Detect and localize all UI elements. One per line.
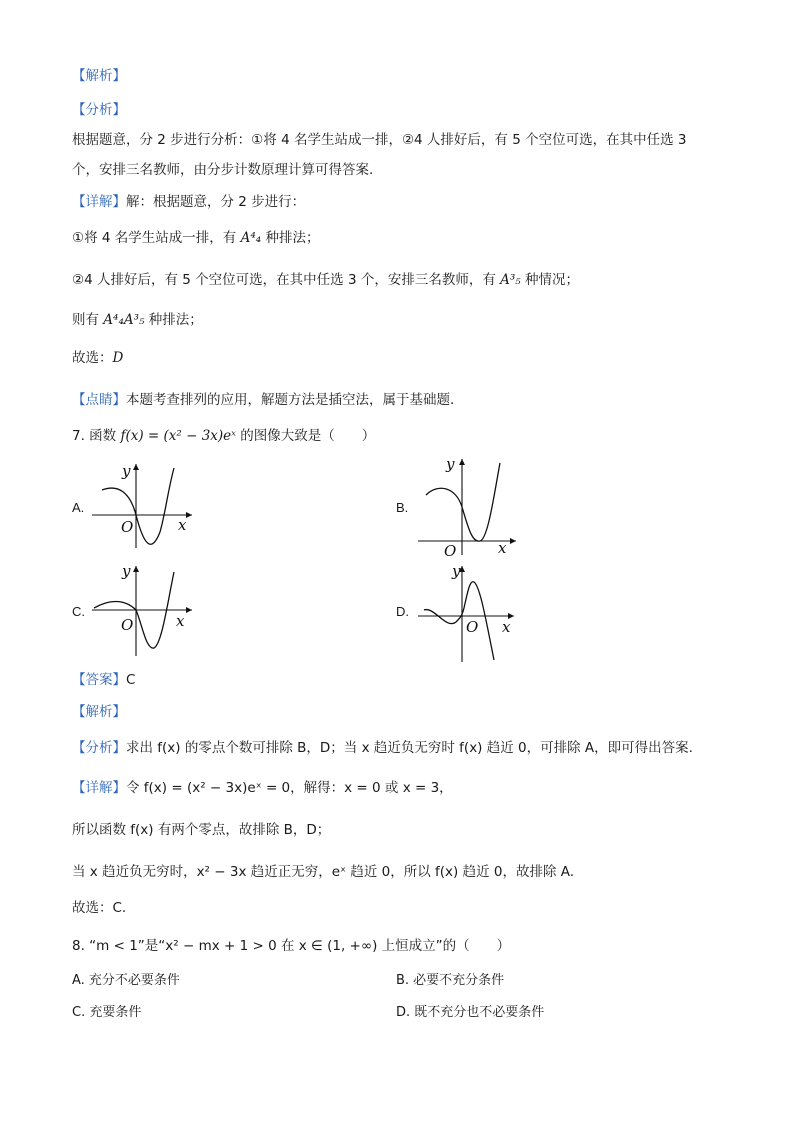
origin-label: O: [121, 518, 134, 536]
origin-label: O: [444, 542, 457, 560]
graph-option-a: [90, 460, 200, 550]
x-arrow: [186, 607, 192, 613]
option-a-label: A.: [72, 500, 85, 515]
x-arrow: [186, 512, 192, 518]
step-1: [72, 228, 319, 248]
section-label-jiexi: 【解析】: [72, 68, 126, 84]
x-arrow: [510, 538, 516, 544]
total-line: [72, 310, 203, 330]
section-label-jiexi-2: 【解析】: [72, 704, 126, 720]
choice-value: D: [112, 350, 124, 366]
choice-line-1: [72, 348, 123, 368]
q8-option-d: D. 既不充分也不必要条件: [396, 1005, 545, 1020]
question-8: 8. “m < 1”是“x² − mx + 1 > 0 在 x ∈ (1, +∞) 上恒成立”的（ ）: [72, 938, 511, 954]
q8-option-c: C. 充要条件: [72, 1005, 142, 1020]
dianjing-line: [72, 390, 464, 410]
choice-line-2: 故选：C.: [72, 900, 127, 916]
y-arrow: [133, 566, 139, 572]
step-2-formula: A³₅: [500, 272, 521, 288]
total-end: 种排法；: [148, 312, 203, 328]
option-d-label: D.: [396, 604, 409, 619]
step-2-text: ②4 人排好后，有 5 个空位可选，在其中任选 3 个，安排三名教师，有: [72, 272, 496, 288]
section-label-answer: 【答案】: [72, 672, 126, 688]
analysis-line-2: [72, 738, 693, 758]
section-label-xiangjie-2: 【详解】: [72, 780, 126, 796]
analysis-text-line-2: 个，安排三名教师，由分步计数原理计算可得答案.: [72, 162, 374, 178]
question-7-end: 的图像大致是（ ）: [240, 428, 376, 444]
detail-line-2: [72, 778, 453, 798]
graph-option-c: [90, 560, 200, 660]
section-label-fenxi-2: 【分析】: [72, 740, 126, 756]
x-label: x: [178, 516, 187, 534]
analysis-text-2: 求出 f(x) 的零点个数可排除 B，D；当 x 趋近负无穷时 f(x) 趋近 0，可排除 A，即可得出答案.: [126, 740, 693, 756]
answer-value: C: [126, 672, 136, 688]
y-label: y: [452, 562, 461, 580]
y-arrow: [133, 464, 139, 470]
analysis-text-line-1: 根据题意，分 2 步进行分析：①将 4 名学生站成一排，②4 人排好后，有 5 个空位可选，在其中任选 3: [72, 132, 687, 148]
step-2-end: 种情况；: [525, 272, 579, 288]
question-7-formula: f(x) = (x² − 3x)eˣ: [120, 428, 236, 444]
origin-label: O: [466, 618, 479, 636]
zeros-line: 所以函数 f(x) 有两个零点，故排除 B，D；: [72, 822, 331, 838]
y-arrow: [459, 459, 465, 465]
total-formula: A⁴₄A³₅: [103, 312, 145, 328]
question-7: [72, 426, 375, 446]
question-7-number: 7. 函数: [72, 428, 117, 444]
q8-option-b: B. 必要不充分条件: [396, 973, 505, 988]
curve: [424, 582, 494, 660]
choice-text: 故选：: [72, 350, 113, 366]
detail-line-1: [72, 192, 305, 212]
curve: [102, 468, 174, 544]
detail-text: 解：根据题意，分 2 步进行：: [126, 194, 306, 210]
curve: [426, 463, 500, 541]
graph-option-b: [416, 455, 526, 560]
x-label: x: [502, 618, 511, 636]
step-1-formula: A⁴₄: [240, 230, 262, 246]
step-1-text: ①将 4 名学生站成一排，有: [72, 230, 237, 246]
y-label: y: [446, 455, 455, 473]
option-b-label: B.: [396, 500, 409, 515]
section-label-dianjing: 【点睛】: [72, 392, 126, 408]
y-label: y: [122, 462, 131, 480]
detail-text-2: 令 f(x) = (x² − 3x)eˣ = 0，解得：x = 0 或 x = 3，: [126, 780, 453, 796]
total-text: 则有: [72, 312, 99, 328]
section-label-fenxi: 【分析】: [72, 102, 126, 118]
step-1-end: 种排法；: [265, 230, 320, 246]
answer-line: [72, 670, 135, 690]
option-c-label: C.: [72, 604, 85, 619]
x-label: x: [176, 612, 185, 630]
limit-line: 当 x 趋近负无穷时，x² − 3x 趋近正无穷，eˣ 趋近 0，所以 f(x) 趋近 0，故排除 A.: [72, 864, 575, 880]
graph-option-d: [416, 560, 526, 665]
y-label: y: [122, 562, 131, 580]
q8-option-a: A. 充分不必要条件: [72, 973, 180, 988]
dianjing-text: 本题考查排列的应用，解题方法是插空法，属于基础题．: [126, 392, 464, 408]
x-label: x: [498, 539, 507, 557]
origin-label: O: [121, 616, 134, 634]
section-label-xiangjie: 【详解】: [72, 194, 126, 210]
step-2: [72, 270, 579, 290]
